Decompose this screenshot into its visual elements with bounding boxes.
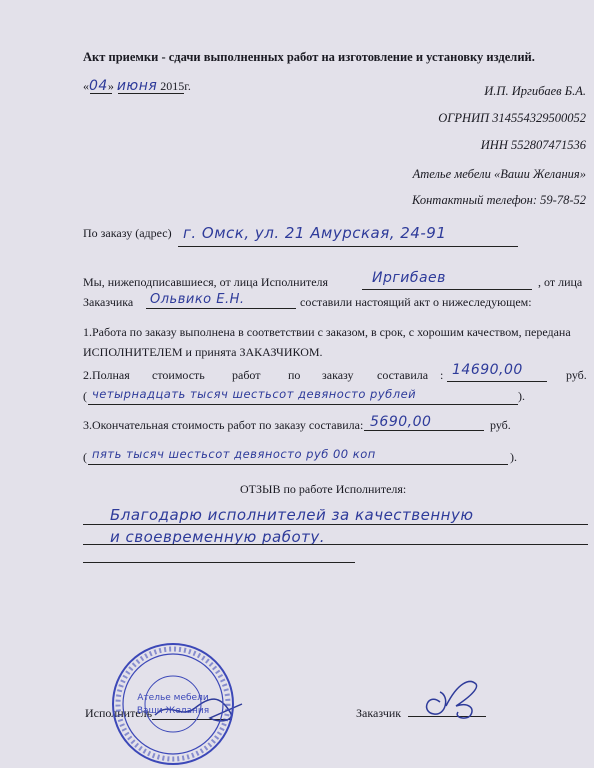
date-quote-close: »: [107, 79, 114, 93]
item1-line1: 1.Работа по заказу выполнена в соответствии с заказом, в срок, с хорошим качеством, передана: [83, 325, 571, 339]
order-label: По заказу (адрес): [83, 226, 172, 240]
review-line-2: и своевременную работу.: [110, 528, 326, 546]
item2-w5: заказу: [322, 368, 354, 382]
date-year: 2015г.: [160, 79, 191, 93]
date-day: 04: [89, 78, 108, 94]
item2-paren-close: ).: [518, 389, 525, 403]
item2-w4: по: [288, 368, 301, 382]
item2-words: четырнадцать тысяч шестьсот девяносто рублей: [92, 387, 417, 401]
parties-executor: Иргибаев: [372, 270, 446, 286]
document-date: [83, 78, 191, 94]
item2-rub: руб.: [566, 368, 587, 382]
executor-phone: Контактный телефон: 59-78-52: [412, 193, 586, 207]
customer-signature: [410, 672, 500, 722]
date-quote-open: «: [83, 79, 89, 93]
item2-colon: :: [440, 368, 444, 382]
order-address: г. Омск, ул. 21 Амурская, 24-91: [183, 224, 447, 242]
item2-amount: 14690,00: [452, 362, 523, 378]
executor-ogrnip: ОГРНИП 314554329500052: [438, 111, 586, 125]
stamp-center-line-1: Ателье мебели: [137, 693, 209, 703]
executor-name: И.П. Иргибаев Б.А.: [484, 84, 586, 98]
parties-text-4: составили настоящий акт о нижеследующем:: [300, 295, 532, 309]
item1-line2: ИСПОЛНИТЕЛЕМ и принята ЗАКАЗЧИКОМ.: [83, 345, 323, 359]
item2-w6: составила: [377, 368, 429, 382]
item3-paren-close: ).: [510, 450, 517, 464]
item2-w3: работ: [232, 368, 261, 382]
customer-signature-label: Заказчик: [356, 706, 402, 720]
executor-studio: Ателье мебели «Ваши Желания»: [412, 167, 586, 181]
parties-text-3: Заказчика: [83, 295, 134, 309]
item2-paren-open: (: [83, 389, 87, 403]
item3-paren-open: (: [83, 450, 87, 464]
item3-rub: руб.: [490, 418, 511, 432]
parties-text-2: , от лица: [538, 275, 583, 289]
stamp-center-line-2: Ваши Желания: [136, 706, 210, 716]
date-month: июня: [116, 78, 158, 94]
document-title: Акт приемки - сдачи выполненных работ на изготовление и установку изделий.: [83, 50, 535, 64]
executor-signature-label: Исполнитель: [85, 706, 153, 720]
review-line-1: Благодарю исполнителей за качественную: [110, 506, 474, 524]
executor-inn: ИНН 552807471536: [480, 138, 586, 152]
company-stamp: [108, 640, 238, 768]
parties-customer: Ольвико Е.Н.: [150, 292, 245, 307]
parties-text-1: Мы, нижеподписавшиеся, от лица Исполнителя: [83, 275, 329, 289]
item3-text: 3.Окончательная стоимость работ по заказу составила:: [83, 418, 364, 432]
item2-w2: стоимость: [152, 368, 205, 382]
item3-words: пять тысяч шестьсот девяносто руб 00 коп: [92, 447, 376, 461]
review-heading: ОТЗЫВ по работе Исполнителя:: [240, 482, 407, 496]
item3-amount: 5690,00: [370, 414, 432, 430]
item2-w1: 2.Полная: [83, 368, 130, 382]
